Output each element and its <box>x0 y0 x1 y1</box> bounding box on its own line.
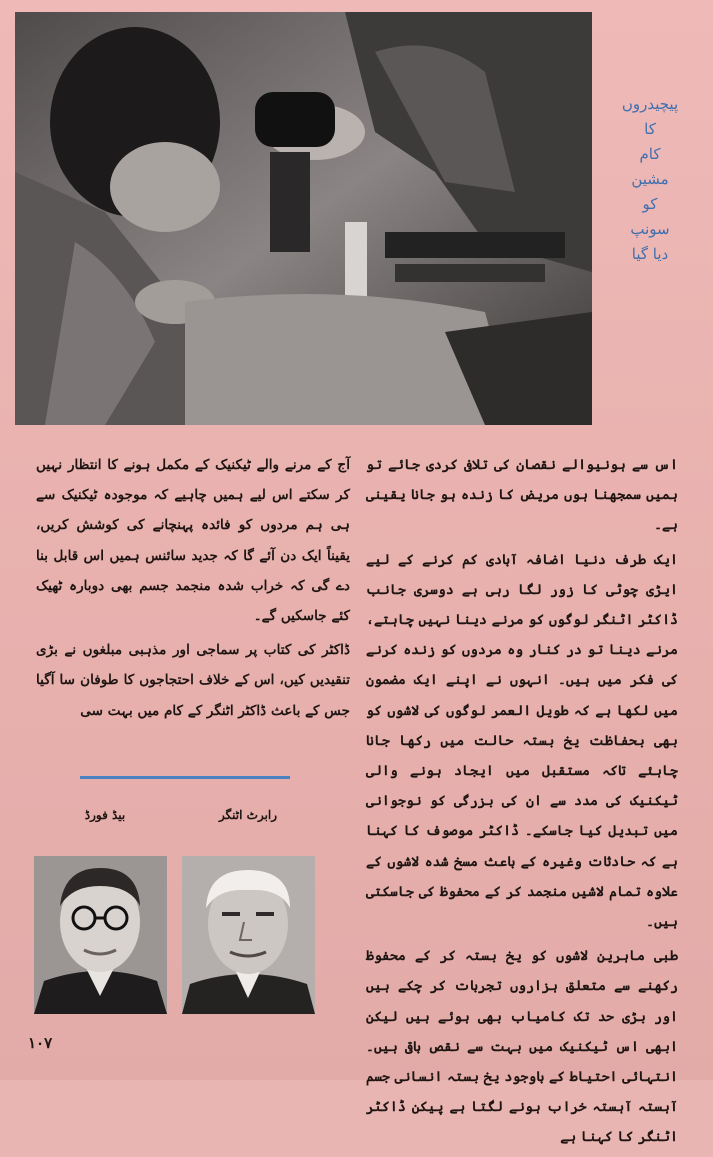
side-caption-line: کو <box>642 195 658 213</box>
side-caption-line: سونپ <box>630 220 670 238</box>
article-column-right <box>366 450 678 1157</box>
paragraph: ایک طرف دنیا اضافہ آبادی کم کرنے کے لیے ایڑی چوٹی کا زور لگا رہی ہے دوسری جانب ڈاکٹر اٹنگر لوگوں کو مرنے دینا نہیں چاہتے، مرنے دینا تو در کنار وہ مردوں کو زندہ کرنے کی فکر میں ہیں۔ انہوں نے اپنے ایک مضمون میں لکھا ہے کہ طویل العمر لوگوں کی لاشوں کو بھی بحفاظت یخ بستہ حالت میں رکھا جانا چاہئے تاکہ مستقبل میں ایجاد ہونے والی ٹیکنیک کی مدد سے ان کی بزرگی کو نوجوانی میں تبدیل کیا جاسکے۔ ڈاکٹر موصوف کا کہنا ہے کہ حادثات وغیرہ کے باعث مسخ شدہ لاشوں کے علاوہ تمام لاشیں منجمد کر کے محفوظ کی جاسکتی ہیں۔ <box>366 551 678 931</box>
photo-side-caption <box>600 92 700 322</box>
paragraph: اس سے ہونیوالے نقصان کی تلافی کردی جائے تو ہمیں سمجھنا ہوں مریض کا زندہ ہو جانا یقینی ہے۔ <box>366 457 678 534</box>
portrait-ettinger <box>182 856 315 1014</box>
side-caption-line: کا <box>644 120 656 138</box>
page-number: ۱۰۷ <box>28 1034 53 1052</box>
man-with-glasses-portrait-icon <box>34 856 167 1014</box>
lab-photo <box>15 12 592 425</box>
side-caption-line: مشین <box>631 170 669 188</box>
paragraph: ڈاکٹر کی کتاب پر سماجی اور مذہبی مبلغوں نے بڑی تنقیدیں کیں، اس کے خلاف احتجاجوں کا طوفان سا آگیا جس کے باعث ڈاکٹر اٹنگر کے کام میں بہت سی <box>36 642 350 719</box>
side-caption-line: دیا گیا <box>631 245 669 263</box>
portrait-bedford <box>34 856 167 1014</box>
side-caption-line: کام <box>639 145 661 163</box>
article-column-left <box>36 450 350 730</box>
section-divider <box>80 776 290 779</box>
portrait-label-ettinger: رابرٹ اٹنگر <box>218 808 278 822</box>
paragraph: طبی ماہرین لاشوں کو یخ بستہ کر کے محفوظ رکھنے سے متعلق ہزاروں تجربات کر چکے ہیں اور بڑی حد تک کامیاب بھی ہوئے ہیں لیکن ابھی اس ٹیکنیک میں بہت سے نقص باقی ہیں۔ انتہائی احتیاط کے باوجود یخ بستہ انسانی جسم آہستہ آہستہ خراب ہونے لگتا ہے پیکن ڈاکٹر اٹنگر کا کہنا ہے <box>366 948 678 1146</box>
portrait-label-bedford: بیڈ فورڈ <box>84 808 126 822</box>
paragraph: آج کے مرنے والے ٹیکنیک کے مکمل ہونے کا انتظار نہیں کر سکتے اس لیے ہمیں چاہیے کہ موجودہ ٹیکنیک سے ہی ہم مردوں کو فائدہ پہنچانے کی کوشش کریں، یقیناً ایک دن آئے گا کہ جدید سائنس ہمیں اس قابل بنا دے گی کہ خراب شدہ منجمد جسم بھی دوبارہ ٹھیک کئے جاسکیں گے۔ <box>36 457 350 625</box>
elderly-man-portrait-icon <box>182 856 315 1014</box>
side-caption-line: پیچیدروں <box>621 95 679 113</box>
scientists-with-equipment-image <box>15 12 592 425</box>
